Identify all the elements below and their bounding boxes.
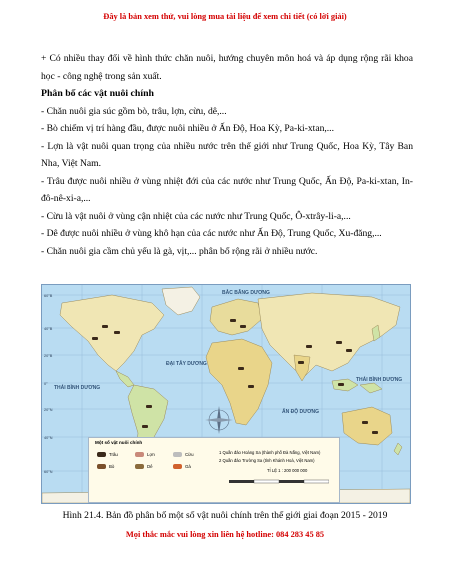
section-heading: Phân bố các vật nuôi chính [41, 88, 154, 99]
bullet-item: - Lợn là vật nuôi quan trọng của nhiều nước trên thế giới như Trung Quốc, Hoa Kỳ, Tây Ban Nha, Việt Nam. [41, 140, 413, 169]
goat-icon [238, 367, 244, 370]
cow-icon [146, 405, 152, 408]
goat-icon [306, 345, 312, 348]
goat-icon [135, 464, 144, 469]
latitude-label: 40°N [44, 436, 53, 440]
latitude-label: 40°B [44, 327, 53, 331]
legend-label: Trâu [109, 452, 118, 457]
legend-item [135, 464, 153, 469]
bullet-item: - Cừu là vật nuôi ở vùng cận nhiệt của các nước như Trung Quốc, Ô-xtrây-li-a,... [41, 210, 351, 222]
buffalo-icon [97, 452, 106, 457]
document-body [41, 50, 413, 260]
legend-label: Bò [109, 464, 115, 469]
ocean-label: THÁI BÌNH DƯƠNG [356, 377, 403, 383]
sheep-icon [142, 425, 148, 428]
latitude-label: 0° [44, 382, 48, 386]
legend-label: Dê [147, 464, 153, 469]
legend-label: Lợn [147, 452, 155, 457]
legend-item [173, 464, 191, 469]
cow-icon [97, 464, 106, 469]
cow-icon [248, 385, 254, 388]
compass-rose [202, 403, 236, 437]
legend-item [135, 452, 155, 457]
latitude-label: 60°B [44, 294, 53, 298]
chicken-icon [92, 337, 98, 340]
legend-item [173, 452, 194, 457]
figure-caption: Hình 21.4. Bản đồ phân bố một số vật nuôi chính trên thế giới giai đoạn 2015 - 2019 [62, 510, 388, 521]
sheep-icon [362, 421, 368, 424]
legend-note: 1 Quần đảo Hoàng Sa (thành phố Đà Nẵng, Việt Nam) [219, 450, 321, 455]
bullet-item: - Chăn nuôi gia cầm chủ yếu là gà, vịt,... phân bố rộng rãi ở nhiều nước. [41, 245, 318, 257]
pig-icon [230, 319, 236, 322]
ocean-label: ĐẠI TÂY DƯƠNG [166, 361, 207, 367]
pig-icon [336, 341, 342, 344]
intro-paragraph: + Có nhiều thay đổi về hình thức chăn nuôi, hướng chuyên môn hoá và áp dụng rộng rãi khoa học - công nghệ trong sản xuất. [41, 53, 413, 82]
map-legend [88, 437, 340, 503]
legend-item [97, 464, 114, 469]
sheep-icon [173, 452, 182, 457]
cow-icon [372, 431, 378, 434]
chicken-icon [173, 464, 182, 469]
pig-icon [114, 331, 120, 334]
bullet-item: - Trâu được nuôi nhiều ở vùng nhiệt đới của các nước như Trung Quốc, Ấn Độ, Pa-ki-xtan, In-đô-nê-xi-a,... [41, 175, 413, 204]
map-scale: TỈ LỆ 1 : 200 000 000 [267, 468, 308, 473]
sheep-icon [346, 349, 352, 352]
latitude-label: 20°N [44, 408, 53, 412]
buffalo-icon [338, 383, 344, 386]
preview-banner: Đây là bản xem thử, vui lòng mua tài liệu để xem chi tiết (có lời giải) [103, 12, 347, 21]
latitude-label: 60°N [44, 470, 53, 474]
bullet-item: - Dê được nuôi nhiều ở vùng khô hạn của các nước như Ấn Độ, Trung Quốc, Xu-đăng,... [41, 228, 382, 239]
ocean-label: THÁI BÌNH DƯƠNG [54, 385, 101, 391]
legend-label: Gà [185, 464, 191, 469]
legend-label: Cừu [185, 452, 194, 457]
bullet-item: - Chăn nuôi gia súc gồm bò, trâu, lợn, cừu, dê,... [41, 105, 227, 117]
legend-item [97, 452, 118, 457]
bullet-item: - Bò chiếm vị trí hàng đầu, được nuôi nhiều ở Ấn Độ, Hoa Kỳ, Pa-ki-xtan,... [41, 123, 334, 134]
latitude-label: 20°B [44, 354, 53, 358]
buffalo-icon [298, 361, 304, 364]
cow-icon [240, 325, 246, 328]
pig-icon [135, 452, 144, 457]
legend-title: Một số vật nuôi chính [95, 440, 143, 445]
legend-note: 2 Quần đảo Trường Sa (tỉnh Khánh Hoà, Việt Nam) [219, 458, 315, 463]
hotline-banner: Mọi thắc mắc vui lòng xin liên hệ hotline: 084 283 45 85 [125, 530, 325, 539]
cow-icon [102, 325, 108, 328]
ocean-label: ẤN ĐỘ DƯƠNG [282, 409, 320, 415]
scale-bar [229, 478, 329, 486]
ocean-label: BẮC BĂNG DƯƠNG [222, 290, 270, 296]
